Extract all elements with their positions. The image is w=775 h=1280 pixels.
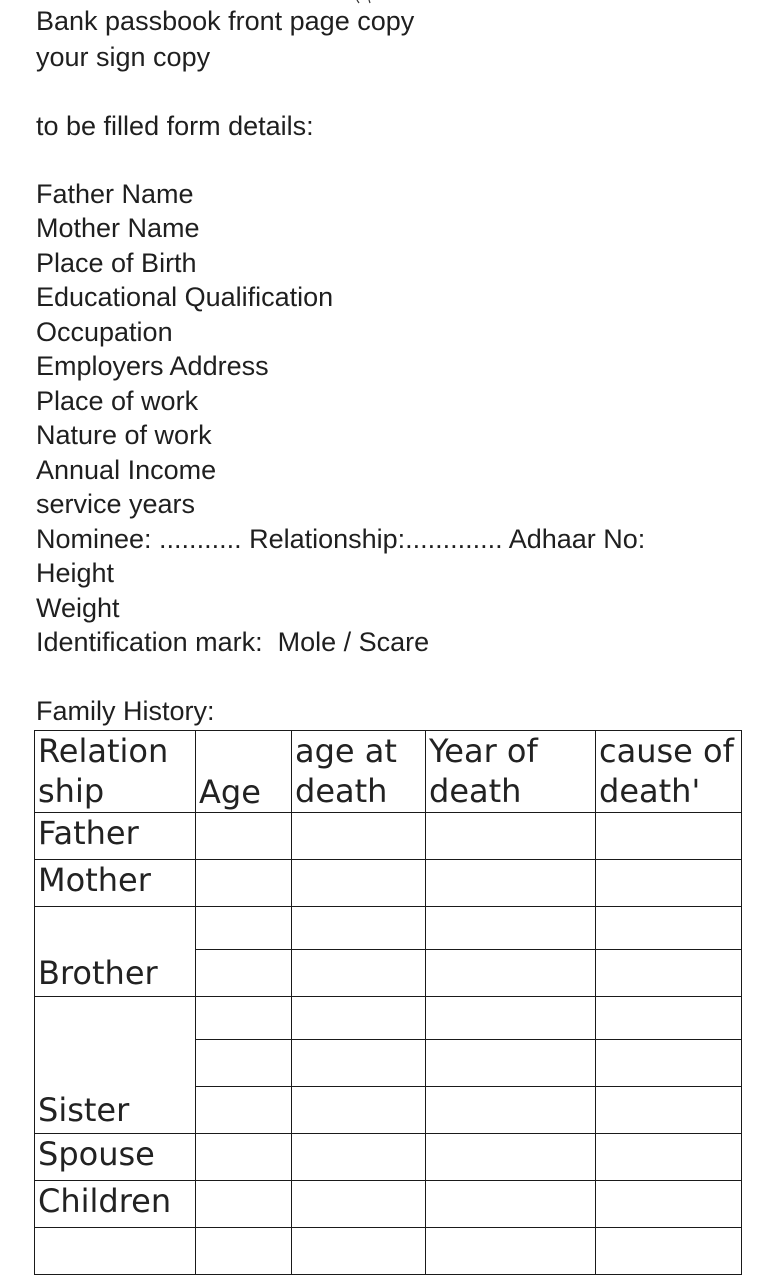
relation-children: Children: [35, 1181, 196, 1228]
header-relationship: Relation ship: [35, 731, 196, 813]
header-age: Age: [196, 731, 292, 813]
cell-spouse-cause[interactable]: [596, 1134, 742, 1181]
family-history-table: [34, 730, 742, 1275]
cell-sister-age-at-death[interactable]: [292, 1087, 426, 1134]
cell-sister-cause[interactable]: [596, 1087, 742, 1134]
relation-mother: Mother: [35, 860, 196, 907]
cell-blank[interactable]: [596, 907, 742, 950]
field-educational-qualification: Educational Qualification: [36, 282, 334, 312]
cell-father-year-of-death[interactable]: [426, 813, 596, 860]
field-nature-of-work: Nature of work: [36, 420, 212, 450]
cell-blank[interactable]: [292, 1228, 426, 1275]
cell-spouse-age-at-death[interactable]: [292, 1134, 426, 1181]
cell-blank[interactable]: [35, 1228, 196, 1275]
field-height: Height: [36, 558, 115, 588]
cell-blank[interactable]: [196, 1228, 292, 1275]
cell-blank[interactable]: [196, 997, 292, 1040]
field-annual-income: Annual Income: [36, 455, 217, 485]
cell-father-cause[interactable]: [596, 813, 742, 860]
cell-brother-age-at-death[interactable]: [292, 950, 426, 997]
cell-mother-year-of-death[interactable]: [426, 860, 596, 907]
cell-blank[interactable]: [196, 1040, 292, 1087]
relation-sister: Sister: [35, 997, 196, 1134]
cell-spouse-year-of-death[interactable]: [426, 1134, 596, 1181]
intro-sign-line: your sign copy: [36, 42, 211, 72]
cell-children-cause[interactable]: [596, 1181, 742, 1228]
cell-brother-year-of-death[interactable]: [426, 950, 596, 997]
table-row-mother: [35, 860, 742, 907]
cell-father-age-at-death[interactable]: [292, 813, 426, 860]
relation-brother: Brother: [35, 907, 196, 997]
cell-blank[interactable]: [292, 907, 426, 950]
cell-blank[interactable]: [292, 997, 426, 1040]
field-weight: Weight: [36, 593, 120, 623]
cell-father-age[interactable]: [196, 813, 292, 860]
family-history-title: Family History:: [36, 696, 215, 726]
cell-brother-age[interactable]: [196, 950, 292, 997]
cell-mother-cause[interactable]: [596, 860, 742, 907]
header-cause-of-death: cause of death': [596, 731, 742, 813]
field-identification-mark: Identification mark: Mole / Scare: [36, 627, 430, 657]
table-row-father: [35, 813, 742, 860]
header-age-at-death: age at death: [292, 731, 426, 813]
cell-spouse-age[interactable]: [196, 1134, 292, 1181]
cell-blank[interactable]: [426, 997, 596, 1040]
cell-blank[interactable]: [426, 907, 596, 950]
field-nominee-relationship-adhaar: Nominee: ........... Relationship:............. Adhaar No:: [36, 524, 646, 554]
cell-sister-year-of-death[interactable]: [426, 1087, 596, 1134]
intro-form-details-heading: to be filled form details:: [36, 111, 314, 141]
relation-spouse: Spouse: [35, 1134, 196, 1181]
cell-blank[interactable]: [292, 1040, 426, 1087]
cell-blank[interactable]: [596, 1040, 742, 1087]
field-mother-name: Mother Name: [36, 213, 200, 243]
field-occupation: Occupation: [36, 317, 173, 347]
field-place-of-birth: Place of Birth: [36, 248, 197, 278]
field-employers-address: Employers Address: [36, 351, 269, 381]
table-row-blank: [35, 907, 742, 950]
field-father-name: Father Name: [36, 179, 194, 209]
intro-passbook-line: Bank passbook front page copy: [36, 6, 415, 36]
cell-children-age-at-death[interactable]: [292, 1181, 426, 1228]
cell-sister-age[interactable]: [196, 1087, 292, 1134]
header-year-of-death: Year of death: [426, 731, 596, 813]
relation-father: Father: [35, 813, 196, 860]
cell-blank[interactable]: [596, 997, 742, 1040]
cell-blank[interactable]: [426, 1228, 596, 1275]
table-row-blank: [35, 997, 742, 1040]
table-row-children: [35, 1181, 742, 1228]
field-service-years: service years: [36, 489, 196, 519]
cell-children-age[interactable]: [196, 1181, 292, 1228]
field-place-of-work: Place of work: [36, 386, 199, 416]
cell-brother-cause[interactable]: [596, 950, 742, 997]
cell-blank[interactable]: [426, 1040, 596, 1087]
table-header-row: [35, 731, 742, 813]
cell-mother-age-at-death[interactable]: [292, 860, 426, 907]
cell-blank[interactable]: [596, 1228, 742, 1275]
table-row-spouse: [35, 1134, 742, 1181]
table-row-blank: [35, 1228, 742, 1275]
cell-mother-age[interactable]: [196, 860, 292, 907]
cell-blank[interactable]: [196, 907, 292, 950]
cell-children-year-of-death[interactable]: [426, 1181, 596, 1228]
